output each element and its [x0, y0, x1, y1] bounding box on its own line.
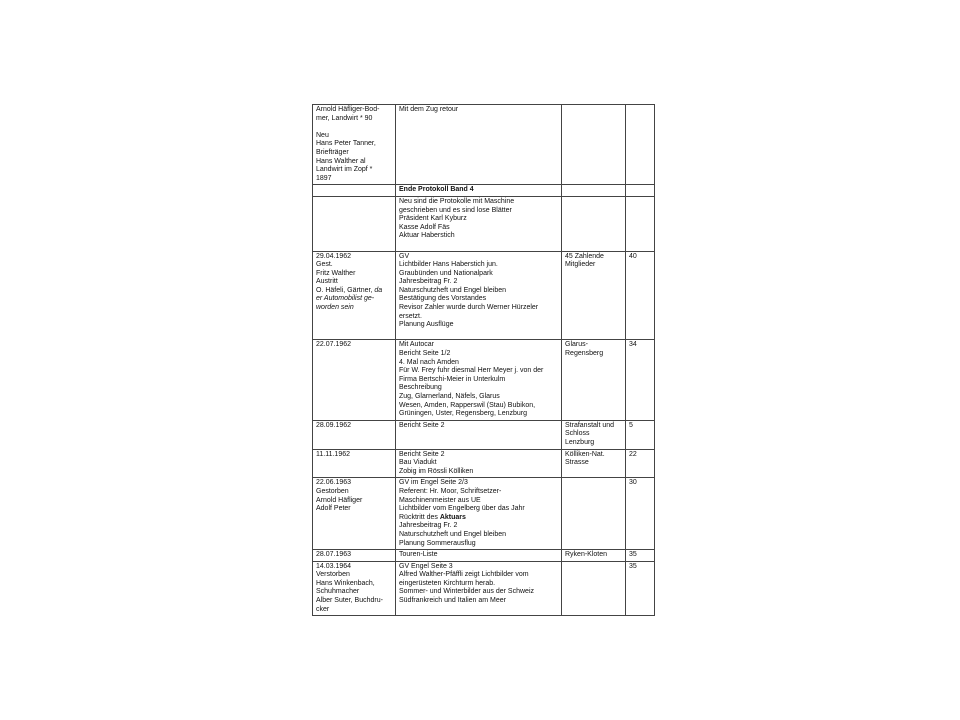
cell-line: Bericht Seite 2 [399, 421, 445, 429]
participant-count: 35 [629, 551, 637, 559]
cell-line: Graubünden und Nationalpark [399, 269, 493, 277]
place-cell [562, 561, 626, 616]
table-row [313, 340, 655, 420]
table-row [313, 478, 655, 550]
count-cell [626, 185, 655, 197]
date-cell [313, 105, 396, 185]
cell-line: Regensberg [565, 350, 604, 358]
cell-line: Bericht Seite 1/2 [399, 350, 451, 358]
date-cell [313, 196, 396, 251]
content-cell [396, 449, 562, 478]
cell-line: Mitglieder [565, 261, 596, 269]
cell-line: Wesen, Amden, Rapperswil (Stau) Bubikon, [399, 401, 536, 409]
cell-line: 22.06.1963 [316, 479, 352, 487]
place-cell [562, 340, 626, 420]
cell-line: Zobig im Rössli Kölliken [399, 467, 474, 475]
cell-line: Hans Winkenbach, [316, 579, 375, 587]
cell-line: Naturschutzheft und Engel bleiben [399, 530, 507, 538]
cell-line: Neu sind die Protokolle mit Maschine [399, 197, 515, 205]
cell-line: GV Engel Seite 3 [399, 562, 453, 570]
cell-line: Firma Bertschi-Meier in Unterkulm [399, 375, 506, 383]
cell-line: Lichtbilder Hans Haberstich jun. [399, 261, 498, 269]
cell-line: 1897 [316, 174, 332, 182]
cell-line: 28.07.1963 [316, 551, 352, 559]
cell-line [399, 514, 559, 523]
cell-line: Sommer- und Winterbilder aus der Schweiz [399, 588, 534, 596]
cell-line: 29.04.1962 [316, 252, 352, 260]
cell-line: Gestorben [316, 487, 349, 495]
date-cell [313, 420, 396, 449]
cell-line: Für W. Frey fuhr diesmal Herr Meyer j. von der [399, 367, 544, 375]
cell-line: Arnold Häfliger [316, 496, 363, 504]
cell-line: Hans Peter Tanner, [316, 140, 376, 148]
italic-text: da [374, 286, 383, 294]
cell-line: Ende Protokoll Band 4 [399, 186, 474, 194]
cell-line: Bau Viadukt [399, 459, 437, 467]
cell-line: Maschinenmeister aus UE [399, 496, 481, 504]
cell-line: geschrieben und es sind lose Blätter [399, 206, 512, 214]
cell-line: Bestätigung des Vorstandes [399, 295, 487, 303]
cell-line: Lenzburg [565, 438, 595, 446]
participant-count: 34 [629, 341, 637, 349]
count-cell [626, 420, 655, 449]
content-cell [396, 185, 562, 197]
cell-line: Briefträger [316, 148, 349, 156]
date-cell [313, 550, 396, 562]
count-cell [626, 561, 655, 616]
table-row [313, 550, 655, 562]
cell-line: er Automobilist ge- [316, 295, 375, 303]
count-cell [626, 251, 655, 340]
cell-line: Mit dem Zug retour [399, 106, 459, 113]
cell-line: 45 Zahlende [565, 252, 604, 260]
cell-line: Alber Suter, Buchdru- [316, 597, 383, 605]
cell-line: Austritt [316, 278, 338, 286]
date-cell [313, 561, 396, 616]
cell-line: Adolf Peter [316, 505, 351, 513]
cell-line: Schloss [565, 430, 590, 438]
content-cell [396, 340, 562, 420]
place-cell [562, 449, 626, 478]
table-row [313, 185, 655, 197]
bold-text: Aktuars [439, 513, 466, 521]
cell-line: Jahresbeitrag Fr. 2 [399, 278, 458, 286]
cell-line: eingerüsteten Kirchturm herab. [399, 579, 496, 587]
cell-line: Kölliken-Nat. [565, 450, 605, 458]
cell-line: Beschreibung [399, 384, 442, 392]
date-cell [313, 449, 396, 478]
cell-line: Landwirt im Zopf * [316, 166, 373, 174]
content-cell [396, 420, 562, 449]
place-cell [562, 185, 626, 197]
date-cell [313, 340, 396, 420]
place-cell [562, 196, 626, 251]
participant-count: 40 [629, 252, 637, 260]
cell-line: Revisor Zahler wurde durch Werner Hürzeler [399, 304, 539, 312]
place-cell [562, 105, 626, 185]
table-row [313, 420, 655, 449]
cell-line: Referent: Hr. Moor, Schriftsetzer- [399, 487, 502, 495]
count-cell [626, 340, 655, 420]
count-cell [626, 449, 655, 478]
protocol-table [312, 104, 655, 616]
place-cell [562, 478, 626, 550]
cell-line: Neu [316, 131, 329, 139]
cell-line: Arnold Häfliger-Bod- [316, 106, 380, 113]
cell-line: 28.09.1962 [316, 421, 352, 429]
cell-line: worden sein [316, 304, 354, 312]
date-cell [313, 478, 396, 550]
cell-line: Fritz Walther [316, 269, 356, 277]
cell-line: Touren-Liste [399, 551, 438, 559]
cell-line: 4. Mal nach Amden [399, 358, 459, 366]
cell-line: Glarus- [565, 341, 588, 349]
cell-line: Strafanstalt und [565, 421, 615, 429]
cell-line [316, 287, 393, 296]
date-cell [313, 185, 396, 197]
content-cell [396, 561, 562, 616]
count-cell [626, 196, 655, 251]
cell-line: Kasse Adolf Fäs [399, 223, 450, 231]
content-cell [396, 550, 562, 562]
document-page [312, 104, 656, 616]
cell-line: Jahresbeitrag Fr. 2 [399, 522, 458, 530]
cell-line: Strasse [565, 459, 589, 467]
place-cell [562, 420, 626, 449]
cell-line: Hans Walther al [316, 157, 366, 165]
cell-line: mer, Landwirt * 90 [316, 114, 373, 122]
count-cell [626, 550, 655, 562]
count-cell [626, 478, 655, 550]
cell-line: ersetzt. [399, 312, 422, 320]
content-cell [396, 105, 562, 185]
table-row [313, 105, 655, 185]
plain-text: O. Häfeli, Gärtner, [316, 286, 375, 294]
blank-line [399, 330, 559, 339]
cell-line: Gest. [316, 261, 333, 269]
cell-line: Lichtbilder vom Engelberg über das Jahr [399, 505, 525, 513]
blank-line [399, 241, 559, 250]
cell-line: 22.07.1962 [316, 341, 352, 349]
participant-count: 35 [629, 562, 637, 570]
cell-line: Ryken-Kloten [565, 551, 608, 559]
participant-count: 30 [629, 479, 637, 487]
cell-line: Aktuar Haberstich [399, 232, 455, 240]
cell-line: Alfred Walther-Pfäffli zeigt Lichtbilder vom [399, 571, 529, 579]
cell-line: Planung Sommerausflug [399, 539, 476, 547]
table-row [313, 251, 655, 340]
cell-line: 11.11.1962 [316, 450, 350, 458]
cell-line: GV [399, 252, 410, 260]
cell-line: Verstorben [316, 571, 350, 579]
content-cell [396, 251, 562, 340]
place-cell [562, 550, 626, 562]
cell-line: Südfrankreich und Italien am Meer [399, 597, 506, 605]
table-row [313, 196, 655, 251]
table-row [313, 449, 655, 478]
cell-line: 14.03.1964 [316, 562, 352, 570]
table-row [313, 561, 655, 616]
cell-line: cker [316, 605, 330, 613]
count-cell [626, 105, 655, 185]
date-cell [313, 251, 396, 340]
cell-line: GV im Engel Seite 2/3 [399, 479, 468, 487]
cell-line: Planung Ausflüge [399, 321, 454, 329]
content-cell [396, 196, 562, 251]
participant-count: 22 [629, 450, 637, 458]
participant-count: 5 [629, 421, 633, 429]
blank-line [316, 123, 393, 132]
cell-line: Naturschutzheft und Engel bleiben [399, 286, 507, 294]
content-cell [396, 478, 562, 550]
cell-line: Präsident Karl Kyburz [399, 215, 467, 223]
plain-text: Rücktritt des [399, 513, 440, 521]
place-cell [562, 251, 626, 340]
cell-line: Zug, Glarnerland, Näfels, Glarus [399, 393, 500, 400]
cell-line: Grüningen, Uster, Regensberg, Lenzburg [399, 410, 528, 418]
cell-line: Bericht Seite 2 [399, 450, 445, 458]
cell-line: Schuhmacher [316, 588, 360, 596]
cell-line: Mit Autocar [399, 341, 435, 349]
